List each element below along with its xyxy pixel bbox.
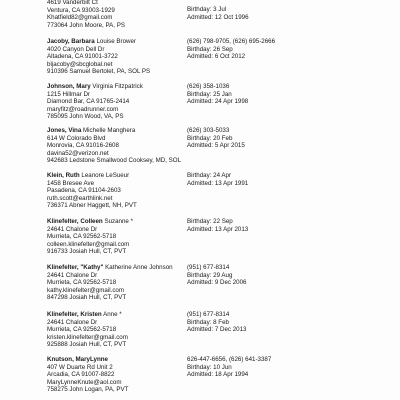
street-address: 614 W Colorado Blvd [47,134,106,142]
member-given-names: Virginia Fitzpatrick [92,83,143,90]
ancestor-line: 910396 Samuel Bertolet, PA, SOL PS [47,68,151,76]
phone-numbers: (626) 303-5033 [187,127,230,134]
phone-numbers: (951) 677-8314 [187,264,230,271]
birthday: Birthday: 20 Feb [187,134,233,142]
ancestor-line: 758275 John Logan, PA, PVT [47,386,129,394]
city-state-zip: Diamond Bar, CA 91765-2414 [47,98,130,106]
email-address: colleen.klinefelter@gmail.com [47,240,130,248]
member-name [47,172,185,180]
ancestor-line: 942683 Ledstone Smallwood Cooksey, MD, SOL [47,157,182,165]
street-address: 24641 Chalone Dr [47,271,98,279]
city-state-zip: Arcadia, CA 91007-8822 [47,371,115,379]
street-address: 1458 Bresee Ave [47,179,95,187]
entry-address-block [47,127,185,165]
entry-details-block [187,83,392,106]
member-name [47,127,185,135]
entry-address-block [47,218,185,256]
member-surname: Klein, Ruth [47,172,80,179]
entry-address-block [47,38,185,76]
street-address: 4020 Canyon Dell Dr [47,45,105,53]
admitted-date: Admitted: 13 Apr 2013 [187,225,249,233]
birthday: Birthday: 24 Apr [187,172,232,179]
entry-address-block [47,356,185,394]
phone-numbers: (626) 798-9705, (626) 695-2666 [187,38,276,45]
phone-numbers: 626-447-6656, (626) 641-3387 [187,356,272,363]
ancestor-line: 773064 John Moore, PA, PS [47,21,125,29]
admitted-date: Admitted: 6 Oct 2012 [187,53,246,61]
street-address: 24641 Chalone Dr [47,318,98,326]
email-address: kathy.klinefelter@gmail.com [47,286,125,294]
entry-details-block [187,38,392,61]
ancestor-line: 925888 Josiah Hull, CT, PVT [47,341,127,349]
entry-address-block [47,0,185,29]
admitted-date: Admitted: 13 Apr 1991 [187,179,249,187]
admitted-date: Admitted: 7 Dec 2013 [187,326,247,334]
member-surname: Johnson, Mary [47,83,91,90]
member-given-names: Michelle Manghera [83,127,136,134]
admitted-date: Admitted: 5 Apr 2015 [187,142,245,150]
city-state-zip: Altadena, CA 91001-3722 [47,53,118,61]
city-state-zip: Murrieta, CA 92562-5718 [47,233,117,241]
entry-details-block [187,264,392,287]
entry-details-block [187,127,392,150]
birthday: Birthday: 10 Jun [187,363,232,371]
email-address: MaryLynneKnute@aol.com [47,378,122,386]
email-address: kristen.klinefelter@gmail.com [47,333,128,341]
email-address: davina52@verizon.net [47,149,109,157]
ancestor-line: 736371 Abner Haggett, NH, PVT [47,202,137,210]
member-name [47,218,185,226]
city-state-zip: Murrieta, CA 92562-5718 [47,326,117,334]
ancestor-line: 916733 Josiah Hull, CT, PVT [47,248,127,256]
entry-details-block [187,172,392,187]
member-given-names: Katherine Anne Johnson [105,264,173,271]
admitted-date: Admitted: 24 Apr 1998 [187,98,249,106]
member-given-names: Louise Brower [96,38,136,45]
street-address: 407 W Duarte Rd Unit 2 [47,363,113,371]
birthday: Birthday: 8 Feb [187,318,229,326]
member-surname: Jacoby, Barbara [47,38,95,45]
member-given-names: Leanore LeSueur [81,172,130,179]
entry-details-block [187,311,392,334]
member-name [47,356,185,364]
city-state-zip: Murrieta, CA 92562-5718 [47,279,117,287]
city-state-zip: Pasadena, CA 91104-2603 [47,187,121,195]
ancestor-line: 785095 John Wood, VA, PS [47,113,124,121]
entry-details-block [187,6,392,21]
member-name [47,83,185,91]
entry-address-block [47,264,185,302]
member-given-names: Anne * [103,311,122,318]
admitted-date: Admitted: 12 Oct 1996 [187,13,249,21]
member-surname: Jones, Vina [47,127,82,134]
phone-numbers: (626) 358-1036 [187,83,230,90]
member-given-names: Suzanne * [104,218,133,225]
admitted-date: Admitted: 9 Dec 2006 [187,279,247,287]
member-surname: Klinefelter, "Kathy" [47,264,104,271]
entry-address-block [47,311,185,349]
ancestor-line: 847298 Josiah Hull, CT, PVT [47,294,127,302]
city-state-zip: Ventura, CA 93003-1929 [47,6,115,14]
email-address: ruth.scott@earthlink.net [47,194,113,202]
member-surname: Klinefelter, Kristen [47,311,102,318]
city-state-zip: Monrovia, CA 91016-2608 [47,142,119,150]
member-surname: Klinefelter, Colleen [47,218,103,225]
birthday: Birthday: 3 Jul [187,6,227,13]
email-address: Khatfield82@gmail.com [47,14,113,22]
admitted-date: Admitted: 18 Apr 1994 [187,371,249,379]
entry-address-block [47,83,185,121]
entry-details-block [187,218,392,233]
street-address: 4619 Vanderbilt Ct [47,0,98,6]
birthday: Birthday: 26 Sep [187,45,233,53]
email-address: maryfitz@roadrunner.com [47,105,119,113]
member-surname: Knutson, MaryLynne [47,356,108,363]
member-name [47,38,185,46]
entry-address-block [47,172,185,210]
street-address: 1215 Hillmar Dr [47,90,90,98]
entry-details-block [187,356,392,379]
member-name [47,264,185,272]
birthday: Birthday: 25 Jan [187,90,232,98]
member-name [47,311,185,319]
phone-numbers: (951) 677-8314 [187,311,230,318]
birthday: Birthday: 22 Sep [187,218,233,225]
email-address: bljacoby@sbcglobal.net [47,60,113,68]
birthday: Birthday: 29 Aug [187,271,233,279]
street-address: 24641 Chalone Dr [47,225,98,233]
